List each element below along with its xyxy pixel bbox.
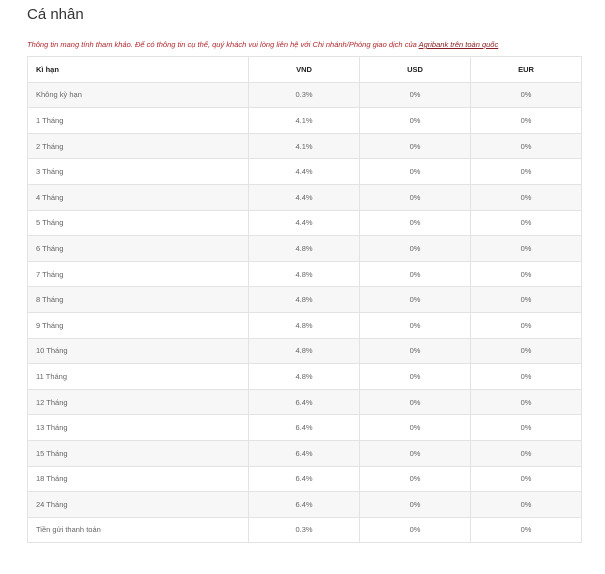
cell-term: 12 Tháng [28,389,249,415]
cell-usd: 0% [360,184,471,210]
cell-term: 7 Tháng [28,261,249,287]
table-row [28,133,582,159]
cell-usd: 0% [360,261,471,287]
cell-term: 9 Tháng [28,312,249,338]
interest-rate-table [27,56,582,543]
cell-vnd: 4.8% [249,338,360,364]
cell-vnd: 6.4% [249,389,360,415]
cell-term: 3 Tháng [28,159,249,185]
cell-vnd: 6.4% [249,440,360,466]
table-row [28,184,582,210]
cell-term: 24 Tháng [28,492,249,518]
cell-vnd: 4.4% [249,159,360,185]
cell-eur: 0% [471,133,582,159]
cell-usd: 0% [360,108,471,134]
cell-term: Không kỳ hạn [28,82,249,108]
table-row [28,364,582,390]
cell-usd: 0% [360,338,471,364]
table-row [28,159,582,185]
cell-term: 18 Tháng [28,466,249,492]
cell-eur: 0% [471,389,582,415]
cell-usd: 0% [360,492,471,518]
cell-usd: 0% [360,440,471,466]
cell-eur: 0% [471,159,582,185]
cell-vnd: 4.1% [249,133,360,159]
cell-usd: 0% [360,133,471,159]
agribank-branches-link[interactable]: Agribank trên toàn quốc [418,40,499,49]
header-usd: USD [360,57,471,83]
table-row [28,108,582,134]
cell-eur: 0% [471,210,582,236]
cell-vnd: 0.3% [249,82,360,108]
cell-eur: 0% [471,338,582,364]
cell-vnd: 4.1% [249,108,360,134]
table-row [28,236,582,262]
header-eur: EUR [471,57,582,83]
cell-usd: 0% [360,236,471,262]
cell-vnd: 4.8% [249,364,360,390]
table-row [28,287,582,313]
cell-eur: 0% [471,287,582,313]
cell-eur: 0% [471,261,582,287]
table-row [28,338,582,364]
reference-notice [27,40,498,50]
cell-term: 1 Tháng [28,108,249,134]
cell-usd: 0% [360,415,471,441]
cell-eur: 0% [471,184,582,210]
table-body [28,82,582,543]
table-row [28,389,582,415]
cell-term: Tiền gửi thanh toán [28,517,249,543]
table-header-row [28,57,582,83]
cell-vnd: 4.8% [249,312,360,338]
cell-eur: 0% [471,364,582,390]
cell-eur: 0% [471,440,582,466]
table-row [28,312,582,338]
cell-term: 2 Tháng [28,133,249,159]
cell-vnd: 6.4% [249,492,360,518]
cell-eur: 0% [471,415,582,441]
cell-vnd: 6.4% [249,415,360,441]
cell-term: 10 Tháng [28,338,249,364]
table-row [28,492,582,518]
cell-term: 5 Tháng [28,210,249,236]
section-title: Cá nhân [27,6,84,23]
cell-vnd: 4.4% [249,184,360,210]
cell-usd: 0% [360,364,471,390]
cell-usd: 0% [360,466,471,492]
cell-eur: 0% [471,466,582,492]
cell-vnd: 4.8% [249,236,360,262]
cell-term: 13 Tháng [28,415,249,441]
header-vnd: VND [249,57,360,83]
header-term: Kì hạn [28,57,249,83]
cell-term: 8 Tháng [28,287,249,313]
cell-eur: 0% [471,82,582,108]
cell-vnd: 6.4% [249,466,360,492]
table-row [28,517,582,543]
table-row [28,415,582,441]
cell-vnd: 4.8% [249,287,360,313]
cell-usd: 0% [360,287,471,313]
table-row [28,82,582,108]
cell-term: 15 Tháng [28,440,249,466]
cell-usd: 0% [360,82,471,108]
cell-usd: 0% [360,389,471,415]
cell-vnd: 4.4% [249,210,360,236]
cell-eur: 0% [471,236,582,262]
cell-eur: 0% [471,108,582,134]
cell-term: 11 Tháng [28,364,249,390]
cell-usd: 0% [360,210,471,236]
table-row [28,466,582,492]
table-row [28,440,582,466]
cell-term: 4 Tháng [28,184,249,210]
cell-usd: 0% [360,159,471,185]
table-row [28,261,582,287]
cell-vnd: 4.8% [249,261,360,287]
cell-eur: 0% [471,312,582,338]
cell-eur: 0% [471,517,582,543]
cell-eur: 0% [471,492,582,518]
notice-text: Thông tin mang tính tham khảo. Để có thông tin cụ thể, quý khách vui lòng liên hệ với Chi nhánh/Phòng giao dịch của [27,40,419,49]
cell-usd: 0% [360,312,471,338]
cell-term: 6 Tháng [28,236,249,262]
table-row [28,210,582,236]
cell-vnd: 0.3% [249,517,360,543]
cell-usd: 0% [360,517,471,543]
